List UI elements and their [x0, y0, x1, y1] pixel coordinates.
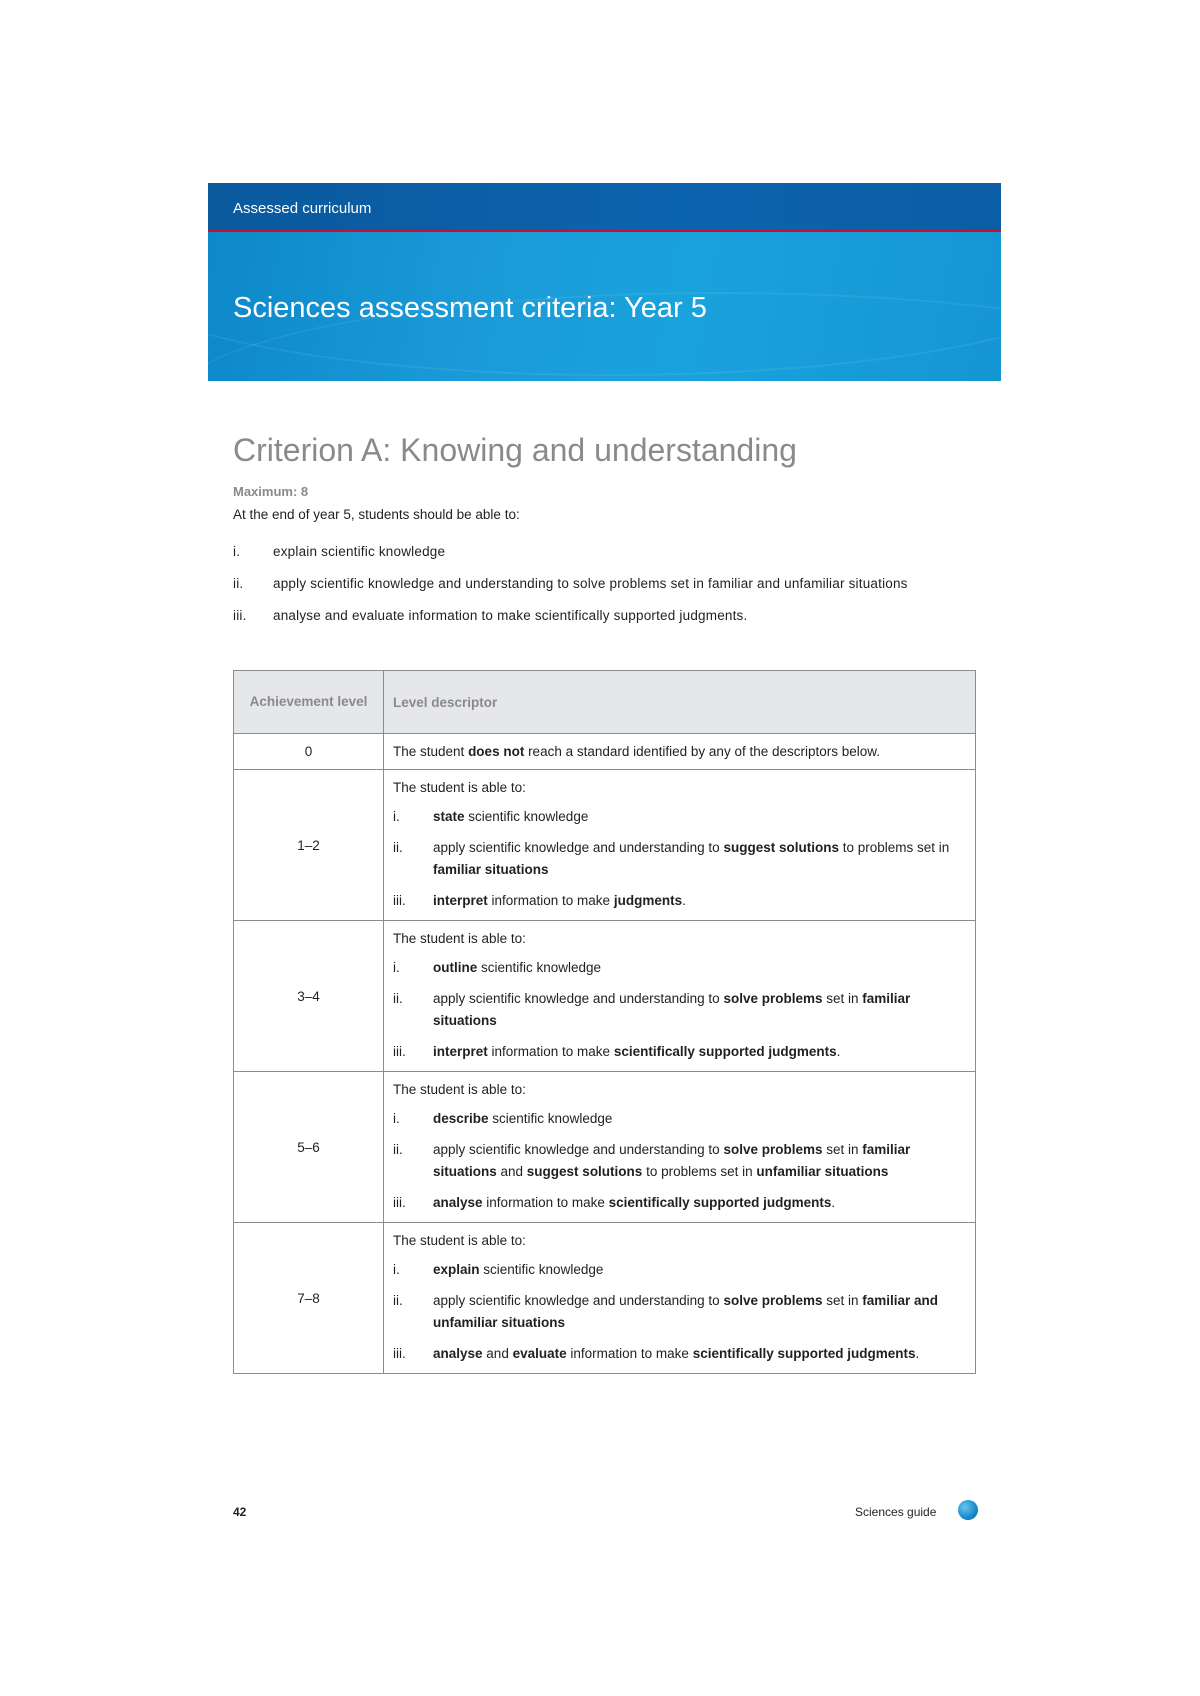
- descriptor-cell: The student does not reach a standard identified by any of the descriptors below.: [384, 734, 976, 770]
- objective-item: [233, 604, 976, 627]
- achievement-table: [233, 670, 976, 1374]
- table-row: [234, 770, 976, 921]
- objective-item: [233, 540, 976, 563]
- able-to-text: The student is able to:: [393, 1082, 526, 1097]
- table-header-row: [234, 671, 976, 734]
- objective-text: analyse and evaluate information to make scientifically supported judgments.: [273, 608, 748, 623]
- able-to-text: The student is able to:: [393, 1233, 526, 1248]
- descriptor-list: [393, 806, 966, 912]
- criterion-maximum: Maximum: 8: [233, 484, 309, 499]
- objective-number: ii.: [233, 576, 244, 591]
- able-to-text: The student is able to:: [393, 931, 526, 946]
- table-row: [234, 1072, 976, 1223]
- globe-icon: [958, 1500, 978, 1520]
- descriptor-cell: [384, 1072, 976, 1223]
- list-item: i. state scientific knowledge: [393, 809, 589, 824]
- table-row: [234, 734, 976, 770]
- objective-number: i.: [233, 544, 241, 559]
- able-to-text: The student is able to:: [393, 780, 526, 795]
- page-number: 42: [233, 1505, 247, 1519]
- descriptor-cell: [384, 921, 976, 1072]
- header-achievement-level: Achievement level: [234, 671, 384, 734]
- list-item: iii. interpret information to make scientifically supported judgments.: [393, 1044, 841, 1059]
- list-item: ii. apply scientific knowledge and understanding to solve problems set in familiar and unfamiliar situations: [393, 1293, 939, 1330]
- section-label: Assessed curriculum: [233, 200, 372, 217]
- objective-text: apply scientific knowledge and understanding to solve problems set in familiar and unfamiliar situations: [273, 576, 908, 591]
- level-cell: 3–4: [234, 921, 384, 1072]
- guide-name: Sciences guide: [855, 1505, 937, 1519]
- objective-item: [233, 572, 976, 595]
- table-row: [234, 921, 976, 1072]
- title-banner: [208, 232, 1001, 381]
- list-item: i. outline scientific knowledge: [393, 960, 602, 975]
- section-header-bar: [208, 183, 1001, 232]
- descriptor-list: [393, 957, 966, 1063]
- level-cell: 5–6: [234, 1072, 384, 1223]
- table-row: [234, 1223, 976, 1374]
- list-item: iii. interpret information to make judgments.: [393, 893, 686, 908]
- list-item: ii. apply scientific knowledge and understanding to suggest solutions to problems set in familiar situations: [393, 840, 950, 877]
- list-item: i. describe scientific knowledge: [393, 1111, 613, 1126]
- descriptor-cell: [384, 1223, 976, 1374]
- objective-text: explain scientific knowledge: [273, 544, 446, 559]
- criterion-title: Criterion A: Knowing and understanding: [233, 432, 797, 468]
- descriptor-list: [393, 1108, 966, 1214]
- descriptor-cell: [384, 770, 976, 921]
- list-item: i. explain scientific knowledge: [393, 1262, 604, 1277]
- level-cell: 7–8: [234, 1223, 384, 1374]
- objectives-list: [233, 540, 976, 636]
- header-level-descriptor: Level descriptor: [384, 671, 976, 734]
- list-item: iii. analyse and evaluate information to make scientifically supported judgments.: [393, 1346, 920, 1361]
- criterion-intro: At the end of year 5, students should be able to:: [233, 507, 520, 522]
- descriptor-list: [393, 1259, 966, 1365]
- page-title: Sciences assessment criteria: Year 5: [233, 292, 707, 324]
- level-cell: 1–2: [234, 770, 384, 921]
- list-item: iii. analyse information to make scientifically supported judgments.: [393, 1195, 836, 1210]
- level-cell: 0: [234, 734, 384, 770]
- list-item: ii. apply scientific knowledge and understanding to solve problems set in familiar situations: [393, 991, 911, 1028]
- list-item: ii. apply scientific knowledge and understanding to solve problems set in familiar situations and suggest solutions to problems set in unfamiliar situations: [393, 1142, 911, 1179]
- objective-number: iii.: [233, 608, 247, 623]
